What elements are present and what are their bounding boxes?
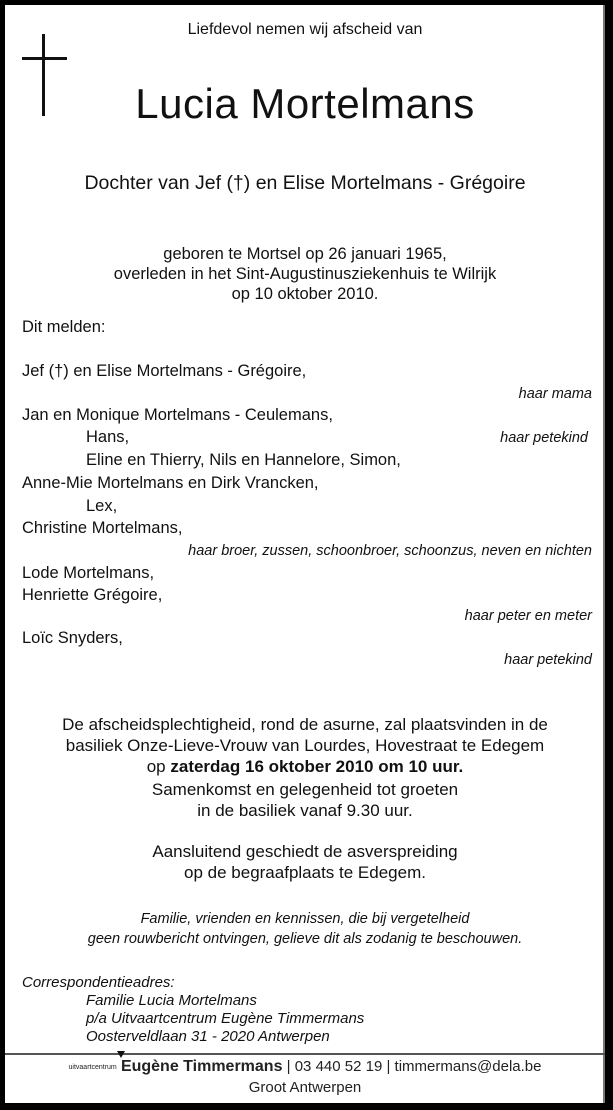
intro-text: Liefdevol nemen wij afscheid van [187,21,423,38]
announcers-heading: Dit melden: [22,318,106,336]
list-item: Jef (†) en Elise Mortelmans - Grégoire, [22,362,307,380]
relation-note: haar petekind [504,652,592,668]
relation-note: haar broer, zussen, schoonbroer, schoonzus, neven en nichten [188,543,592,559]
list-item: Lex, [86,497,118,515]
list-item: Hans, [86,428,130,446]
ceremony-line: basiliek Onze-Lieve-Vrouw van Lourdes, Hovestraat te Edegem [65,736,545,755]
died-line: overleden in het Sint-Augustinusziekenhuis te Wilrijk [113,265,497,283]
footer-divider [5,1053,605,1055]
family-note: Familie, vrienden en kennissen, die bij vergetelheid geen rouwbericht ontvingen, gelieve dit als zodanig te beschouwen. [87,911,523,947]
list-item: Loïc Snyders, [22,629,123,647]
ceremony-info [5,714,605,777]
born-line: geboren te Mortsel op 26 januari 1965, [163,245,447,263]
relation-note: haar peter en meter [464,608,592,624]
died-date: op 10 oktober 2010. [231,285,379,303]
funeral-home-contact: | 03 440 52 19 | timmermans@dela.be [282,1058,542,1075]
funeral-home-prefix: uitvaartcentrum [68,1064,117,1071]
list-item: Eline en Thierry, Nils en Hannelore, Simon, [86,451,401,469]
parents-line: Dochter van Jef (†) en Elise Mortelmans - Grégoire [84,172,526,194]
funeral-home-footer [5,1057,605,1098]
relation-note: haar petekind [500,430,588,446]
obituary-card [5,5,605,1103]
triangle-icon [117,1051,125,1058]
ceremony-line: De afscheidsplechtigheid, rond de asurne, zal plaatsvinden in de [62,715,548,734]
list-item: Jan en Monique Mortelmans - Ceulemans, [22,406,333,424]
list-item: Christine Mortelmans, [22,519,183,537]
funeral-home-brand: Eugène Timmermans [121,1058,283,1075]
list-item: Anne-Mie Mortelmans en Dirk Vrancken, [22,474,319,492]
list-item: Lode Mortelmans, [22,564,155,582]
list-item: Henriette Grégoire, [22,586,163,604]
relation-note: haar mama [518,386,592,402]
gathering-info: Samenkomst en gelegenheid tot groeten in de basiliek vanaf 9.30 uur. [151,780,459,820]
deceased-name: Lucia Mortelmans [135,80,475,127]
life-dates [5,244,605,304]
funeral-home-region: Groot Antwerpen [248,1079,362,1096]
address-label: Correspondentieadres: [22,974,175,991]
ceremony-datetime: op zaterdag 16 oktober 2010 om 10 uur. [146,757,464,776]
ash-scattering-info: Aansluitend geschiedt de asverspreiding op de begraafplaats te Edegem. [152,842,458,882]
correspondence-address: Correspondentieadres: Familie Lucia Mortelmans p/a Uitvaartcentrum Eugène Timmermans Oosterveldlaan 31 - 2020 Antwerpen [22,974,365,1045]
